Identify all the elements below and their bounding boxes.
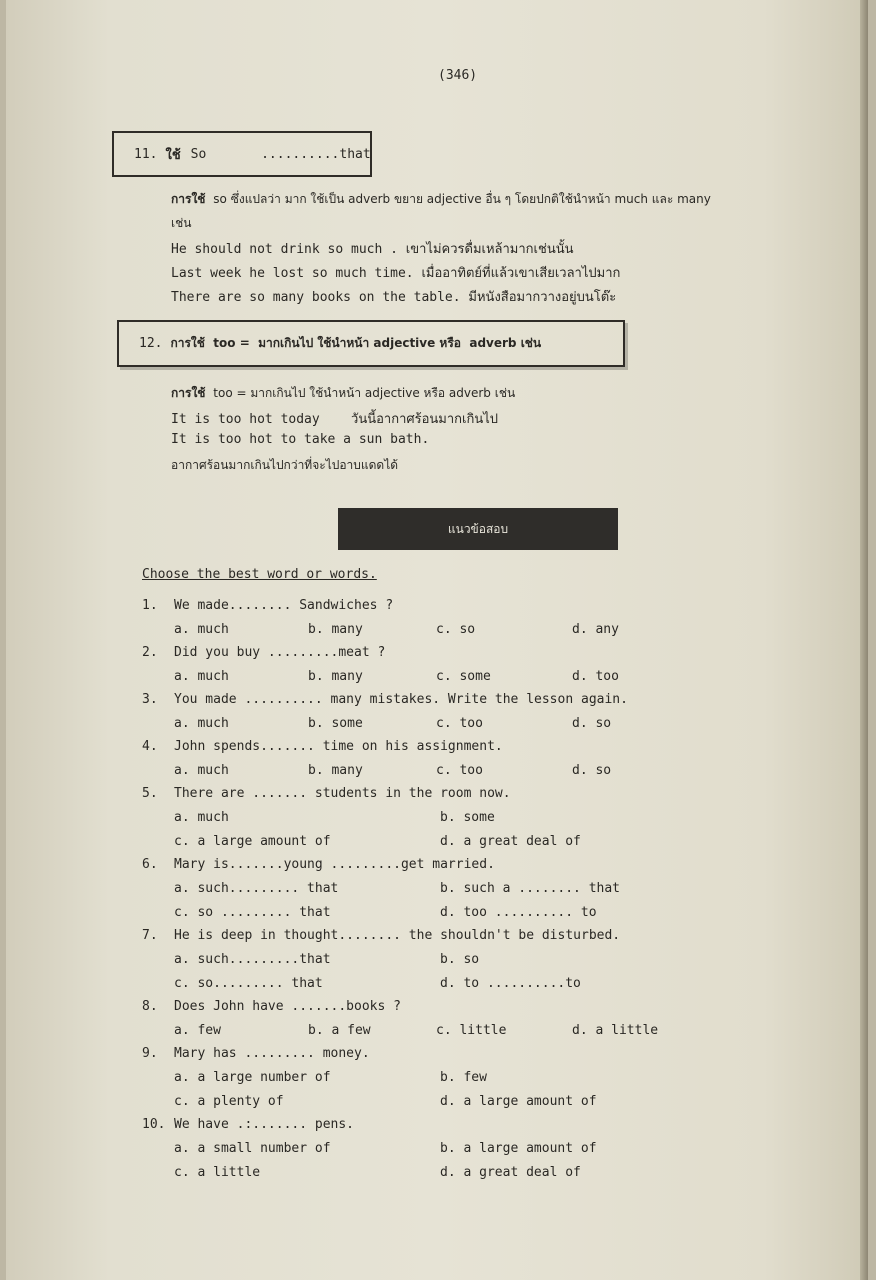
question-number: 2. [142, 645, 158, 660]
answer-option: c. too [436, 763, 483, 778]
question-number: 9. [142, 1046, 158, 1061]
section-11-number: 11. [134, 146, 158, 162]
section-11-usage-continued: เช่น [171, 216, 192, 230]
usage-text: so ซึ่งแปลว่า มาก ใช้เป็น adverb ขยาย adjective อื่น ๆ โดยปกติใช้นำหน้า much และ many [213, 192, 711, 206]
section-11-example: Last week he lost so much time. เมื่ออาทิตย์ที่แล้วเขาเสียเวลาไปมาก [171, 266, 621, 281]
usage-label: การใช้ [171, 192, 206, 206]
exam-guide-banner: แนวข้อสอบ [338, 508, 618, 550]
section-11-header-box [112, 131, 372, 177]
question-number: 3. [142, 692, 158, 707]
answer-option: c. a plenty of [174, 1094, 284, 1109]
question-number: 1. [142, 598, 158, 613]
answer-option: c. so [436, 622, 476, 637]
question-text: John spends....... time on his assignment. [174, 739, 503, 754]
question-number: 8. [142, 999, 158, 1014]
answer-option: d. so [572, 716, 612, 731]
question-number: 6. [142, 857, 158, 872]
question-text: We have .:....... pens. [174, 1117, 355, 1132]
answer-option: d. so [572, 763, 612, 778]
section-11-usage-line [171, 190, 711, 209]
answer-option: d. a large amount of [440, 1094, 597, 1109]
answer-option: d. a little [572, 1023, 659, 1038]
answer-option: a. much [174, 669, 229, 684]
answer-option: a. a small number of [174, 1141, 331, 1156]
answer-option: c. a large amount of [174, 834, 331, 849]
section-11-title-thai: ใช้ [165, 147, 181, 163]
answer-option: b. so [440, 952, 480, 967]
question-text: We made........ Sandwiches ? [174, 598, 394, 613]
answer-option: c. some [436, 669, 491, 684]
answer-option: b. many [308, 763, 363, 778]
section-12-number: 12. [139, 336, 163, 351]
answer-option: a. such.........that [174, 952, 331, 967]
exercise-instruction: Choose the best word or words. [142, 567, 377, 582]
usage-label: การใช้ [171, 386, 206, 400]
answer-option: d. any [572, 622, 619, 637]
question-text: You made .......... many mistakes. Write the lesson again. [174, 692, 628, 707]
question-number: 7. [142, 928, 158, 943]
answer-option: a. few [174, 1023, 221, 1038]
answer-option: c. so......... that [174, 976, 323, 991]
answer-option: a. such......... that [174, 881, 339, 896]
answer-option: c. too [436, 716, 483, 731]
question-number: 5. [142, 786, 158, 801]
answer-option: d. a great deal of [440, 834, 581, 849]
answer-option: c. little [436, 1023, 507, 1038]
answer-option: b. a few [308, 1023, 371, 1038]
question-number: 4. [142, 739, 158, 754]
question-number: 10. [142, 1117, 166, 1132]
question-text: Mary is.......young .........get married. [174, 857, 495, 872]
answer-option: a. much [174, 763, 229, 778]
question-text: Mary has ......... money. [174, 1046, 370, 1061]
answer-option: b. some [440, 810, 495, 825]
answer-option: a. a large number of [174, 1070, 331, 1085]
question-text: Does John have .......books ? [174, 999, 401, 1014]
section-11-example: There are so many books on the table. มีหนังสือมากวางอยู่บนโต๊ะ [171, 290, 617, 305]
section-12-example: It is too hot today วันนี้อากาศร้อนมากเกินไป [171, 412, 499, 427]
section-11-example: He should not drink so much . เขาไม่ควรดื่มเหล้ามากเช่นนั้น [171, 242, 574, 257]
answer-option: b. many [308, 622, 363, 637]
page-number: (346) [438, 68, 478, 83]
section-12-header-box [117, 320, 625, 367]
section-11-title: So ..........that [190, 146, 371, 162]
usage-text: too = มากเกินไป ใช้นำหน้า adjective หรือ adverb เช่น [213, 386, 516, 400]
answer-option: a. much [174, 622, 229, 637]
section-12-example: อากาศร้อนมากเกินไปกว่าที่จะไปอาบแดดได้ [171, 458, 399, 472]
answer-option: b. a large amount of [440, 1141, 597, 1156]
answer-option: b. such a ........ that [440, 881, 621, 896]
answer-option: b. some [308, 716, 363, 731]
section-12-example: It is too hot to take a sun bath. [171, 432, 430, 447]
question-text: He is deep in thought........ the shouldn't be disturbed. [174, 928, 621, 943]
answer-option: a. much [174, 810, 229, 825]
section-12-usage-line [171, 384, 515, 403]
answer-option: a. much [174, 716, 229, 731]
book-spine-edge [860, 0, 868, 1280]
document-page [6, 0, 868, 1280]
question-text: Did you buy .........meat ? [174, 645, 386, 660]
answer-option: c. so ......... that [174, 905, 331, 920]
section-12-title: การใช้ too = มากเกินไป ใช้นำหน้า adjective หรือ adverb เช่น [170, 336, 542, 350]
question-text: There are ....... students in the room now. [174, 786, 511, 801]
answer-option: d. too [572, 669, 619, 684]
answer-option: b. many [308, 669, 363, 684]
answer-option: d. a great deal of [440, 1165, 581, 1180]
answer-option: d. to ..........to [440, 976, 581, 991]
answer-option: d. too .......... to [440, 905, 597, 920]
answer-option: c. a little [174, 1165, 261, 1180]
answer-option: b. few [440, 1070, 487, 1085]
